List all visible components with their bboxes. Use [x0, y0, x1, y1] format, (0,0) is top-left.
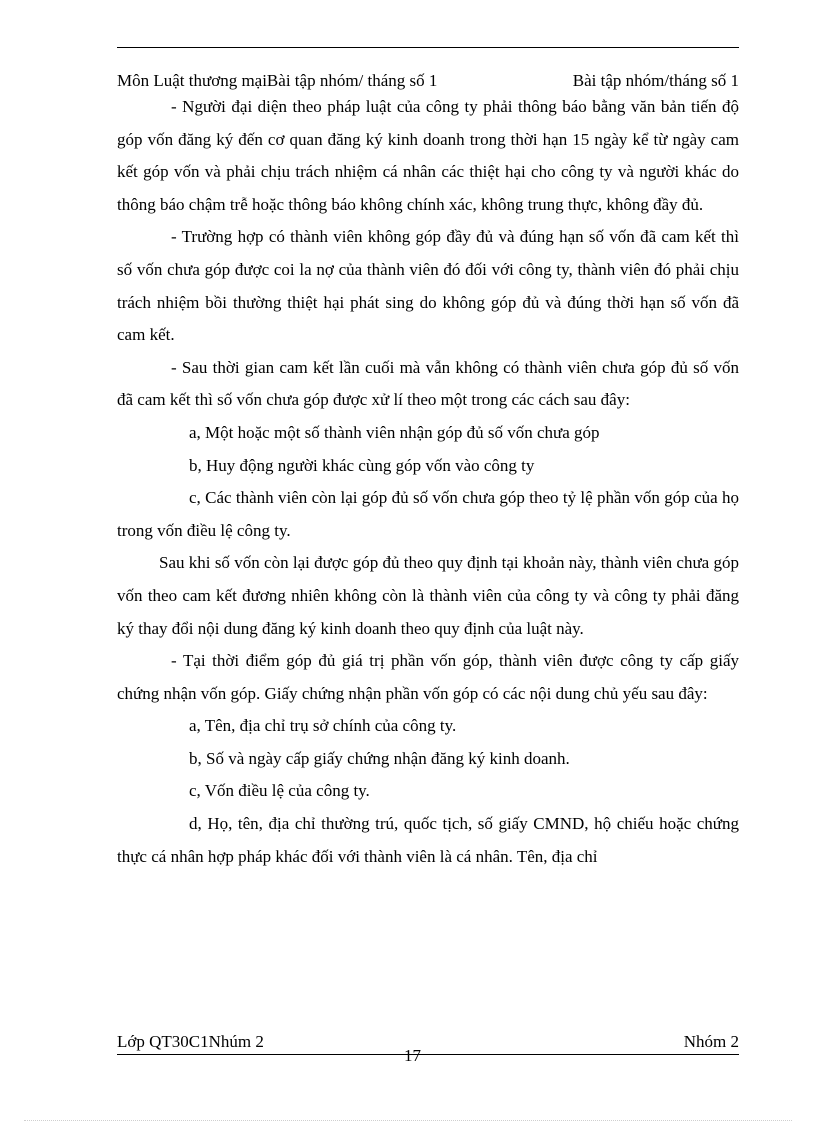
cert-item-d: d, Họ, tên, địa chỉ thường trú, quốc tịch, số giấy CMND, hộ chiếu hoặc chứng thực cá nhân hợp pháp khác đối với thành viên là cá nhân. Tên, địa chỉ: [117, 814, 739, 866]
paragraph-1: - Người đại diện theo pháp luật của công ty phải thông báo bằng văn bản tiến độ góp vốn đăng ký đến cơ quan đăng ký kinh doanh trong thời hạn 15 ngày kể từ ngày cam kết góp vốn và phải chịu trách nhiệm cá nhân các thiệt hại cho công ty và người khác do thông báo chậm trễ hoặc thông báo không chính xác, không trung thực, không đầy đủ.: [117, 97, 739, 214]
header-right-text: Bài tập nhóm/tháng số 1: [572, 71, 739, 90]
cert-item-a: a, Tên, địa chỉ trụ sở chính của công ty.: [189, 716, 457, 736]
paragraph-5: - Tại thời điểm góp đủ giá trị phần vốn góp, thành viên được công ty cấp giấy chứng nhận vốn góp. Giấy chứng nhận phần vốn góp có các nội dung chủ yếu sau đây:: [117, 651, 739, 703]
paragraph-2: - Trường hợp có thành viên không góp đầy đủ và đúng hạn số vốn đã cam kết thì số vốn chưa góp được coi la nợ của thành viên đó đối với công ty, thành viên đó phải chịu trách nhiệm bồi thường thiệt hại phát sing do không góp đủ và đúng thời hạn số vốn đã cam kết.: [117, 227, 739, 345]
header-rule: [117, 47, 739, 48]
paragraph-3: - Sau thời gian cam kết lần cuối mà vẫn không có thành viên chưa góp đủ số vốn đã cam kết thì số vốn chưa góp được xử lí theo một trong các cách sau đây:: [117, 357, 739, 410]
document-body: [117, 91, 739, 873]
footer-left-text: Lớp QT30C1Nhúm 2: [117, 1032, 264, 1051]
paragraph-4: Sau khi số vốn còn lại được góp đủ theo quy định tại khoản này, thành viên chưa góp vốn theo cam kết đương nhiên không còn là thành viên của công ty và công ty phải đăng ký thay đổi nội dung đăng ký kinh doanh theo quy định của luật này.: [117, 553, 739, 638]
cert-item-b: b, Số và ngày cấp giấy chứng nhận đăng ký kinh doanh.: [189, 748, 570, 768]
list-item-c: c, Các thành viên còn lại góp đủ số vốn chưa góp theo tỷ lệ phần vốn góp của họ trong vốn điều lệ công ty.: [117, 488, 739, 540]
cert-item-c: c, Vốn điều lệ của công ty.: [189, 781, 370, 801]
list-item-a: a, Một hoặc một số thành viên nhận góp đủ số vốn chưa góp: [189, 422, 600, 442]
list-item-b: b, Huy động người khác cùng góp vốn vào công ty: [189, 455, 535, 475]
page-footer: [117, 1030, 739, 1055]
page-number: 17: [404, 1046, 421, 1065]
header-left-text: Môn Luật thương mạiBài tập nhóm/ tháng số 1: [117, 71, 438, 90]
footer-right-text: Nhóm 2: [683, 1032, 739, 1051]
page-bottom-edge: [24, 1120, 792, 1121]
